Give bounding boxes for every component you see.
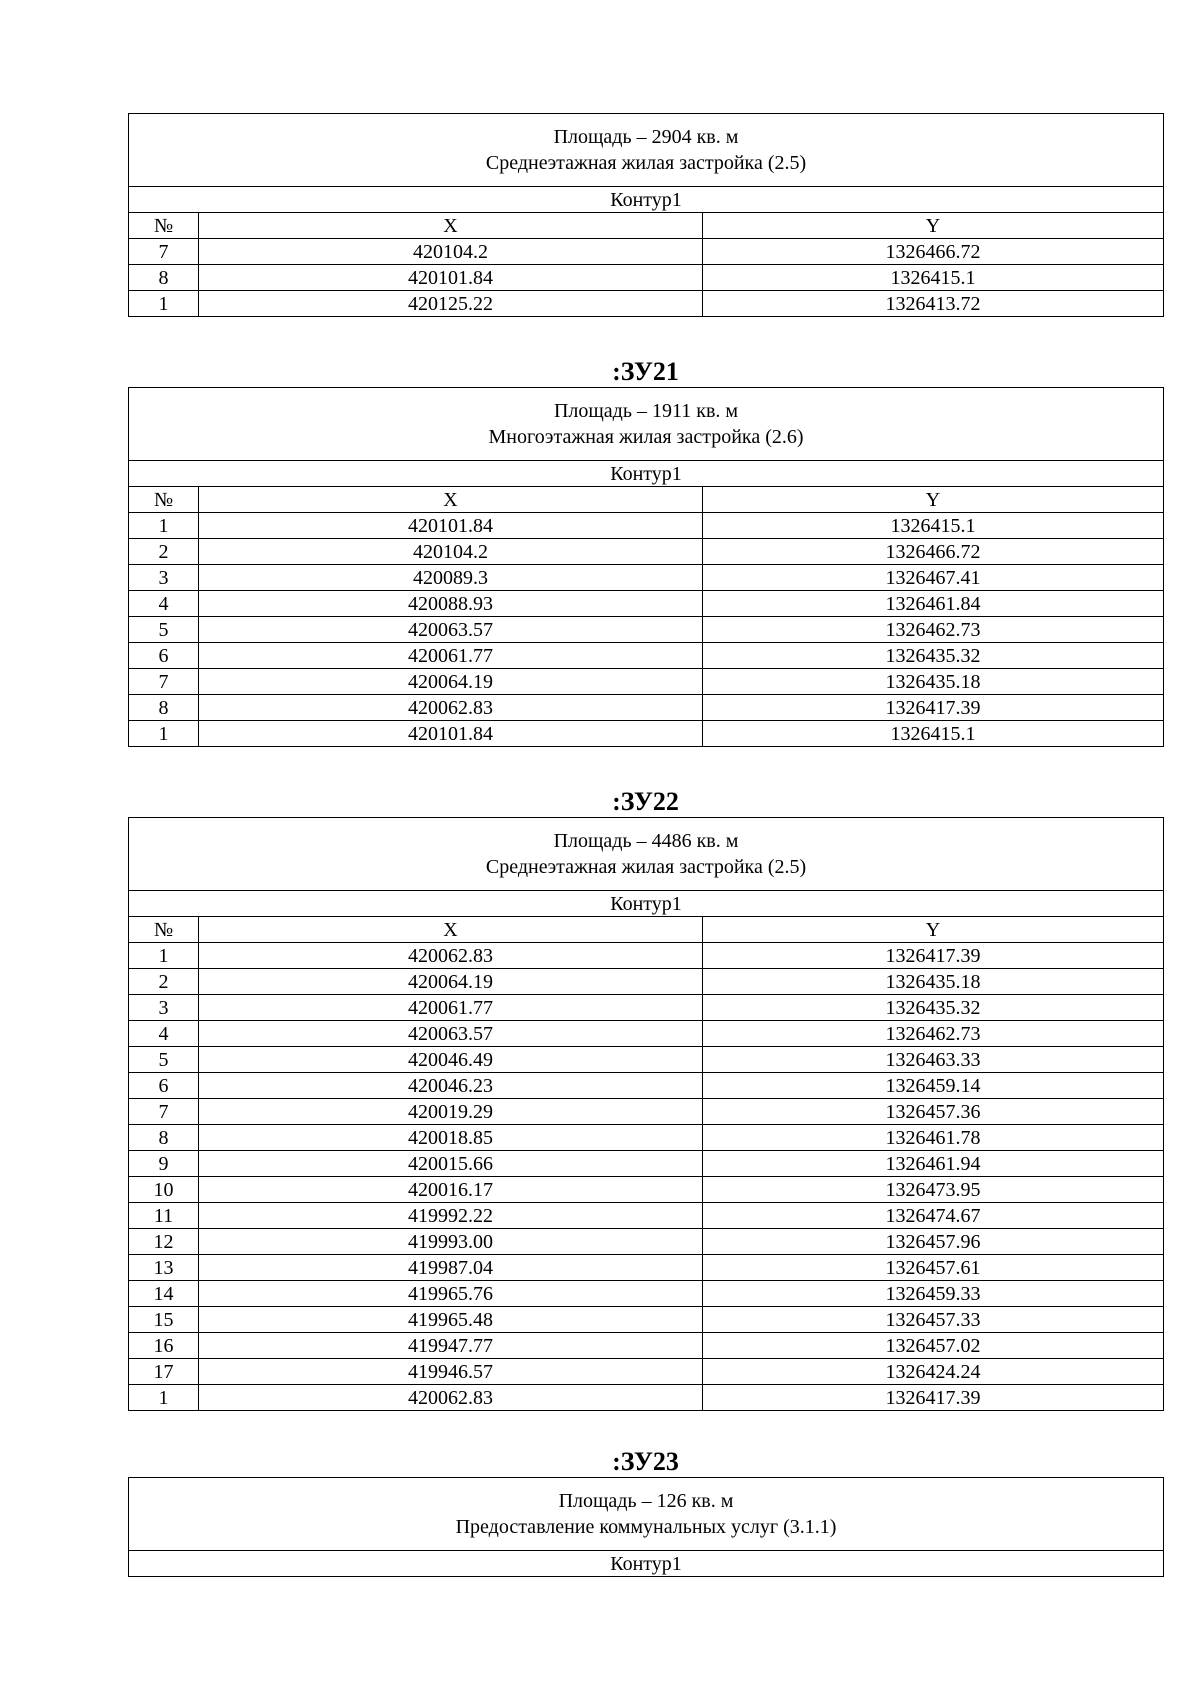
cell-x: 420016.17 — [199, 1177, 703, 1203]
table-row — [129, 1281, 1164, 1307]
cell-x: 420088.93 — [199, 591, 703, 617]
cell-y: 1326417.39 — [703, 1385, 1164, 1411]
table-row — [129, 617, 1164, 643]
cell-y: 1326435.18 — [703, 669, 1164, 695]
table-row — [129, 1073, 1164, 1099]
area-label: Площадь – 1911 кв. м — [553, 400, 739, 422]
table-row — [129, 1203, 1164, 1229]
cell-y: 1326466.72 — [703, 539, 1164, 565]
table-row — [129, 1385, 1164, 1411]
cell-x: 419987.04 — [199, 1255, 703, 1281]
cell-x: 420089.3 — [199, 565, 703, 591]
section-title: :ЗУ21 — [612, 357, 679, 386]
cell-x: 420061.77 — [199, 995, 703, 1021]
cell-x: 419946.57 — [199, 1359, 703, 1385]
cell-x: 420125.22 — [199, 291, 703, 317]
table-body — [129, 943, 1164, 1411]
col-header-num: № — [129, 917, 199, 943]
section-title: :ЗУ23 — [612, 1447, 679, 1476]
cell-num: 7 — [129, 239, 199, 265]
cell-x: 420019.29 — [199, 1099, 703, 1125]
cell-y: 1326435.32 — [703, 643, 1164, 669]
coordinates-table — [128, 817, 1164, 1411]
cell-num: 2 — [129, 539, 199, 565]
land-use-label: Среднеэтажная жилая застройка (2.5) — [485, 152, 807, 174]
cell-num: 1 — [129, 291, 199, 317]
cell-num: 12 — [129, 1229, 199, 1255]
cell-y: 1326461.84 — [703, 591, 1164, 617]
cell-x: 419947.77 — [199, 1333, 703, 1359]
cell-x: 419965.48 — [199, 1307, 703, 1333]
cell-y: 1326415.1 — [703, 721, 1164, 747]
land-use-label: Предоставление коммунальных услуг (3.1.1) — [455, 1516, 837, 1538]
table-row — [129, 265, 1164, 291]
cell-num: 14 — [129, 1281, 199, 1307]
cell-y: 1326457.36 — [703, 1099, 1164, 1125]
cell-x: 420101.84 — [199, 265, 703, 291]
table-row — [129, 591, 1164, 617]
cell-y: 1326459.14 — [703, 1073, 1164, 1099]
table-row — [129, 1177, 1164, 1203]
cell-x: 420063.57 — [199, 617, 703, 643]
table-row — [129, 513, 1164, 539]
table-row — [129, 943, 1164, 969]
column-headers — [129, 487, 1164, 513]
cell-num: 9 — [129, 1151, 199, 1177]
cell-x: 420104.2 — [199, 239, 703, 265]
table-row — [129, 239, 1164, 265]
cell-num: 8 — [129, 265, 199, 291]
cell-y: 1326457.61 — [703, 1255, 1164, 1281]
table-row — [129, 721, 1164, 747]
table-header — [129, 1478, 1164, 1551]
cell-y: 1326462.73 — [703, 617, 1164, 643]
cell-x: 420046.23 — [199, 1073, 703, 1099]
cell-num: 1 — [129, 1385, 199, 1411]
cell-num: 10 — [129, 1177, 199, 1203]
cell-y: 1326461.94 — [703, 1151, 1164, 1177]
cell-num: 8 — [129, 1125, 199, 1151]
cell-x: 420018.85 — [199, 1125, 703, 1151]
col-header-num: № — [129, 213, 199, 239]
cell-num: 4 — [129, 1021, 199, 1047]
table-row — [129, 1099, 1164, 1125]
cell-num: 15 — [129, 1307, 199, 1333]
table-row — [129, 669, 1164, 695]
cell-num: 17 — [129, 1359, 199, 1385]
cell-x: 420101.84 — [199, 513, 703, 539]
cell-y: 1326417.39 — [703, 943, 1164, 969]
coordinates-table — [128, 1477, 1164, 1577]
cell-num: 5 — [129, 617, 199, 643]
cell-num: 3 — [129, 995, 199, 1021]
cell-y: 1326415.1 — [703, 265, 1164, 291]
cell-x: 420015.66 — [199, 1151, 703, 1177]
col-header-y: Y — [703, 213, 1164, 239]
table-body — [129, 513, 1164, 747]
cell-num: 6 — [129, 1073, 199, 1099]
cell-y: 1326474.67 — [703, 1203, 1164, 1229]
cell-y: 1326466.72 — [703, 239, 1164, 265]
cell-y: 1326457.02 — [703, 1333, 1164, 1359]
cell-y: 1326457.96 — [703, 1229, 1164, 1255]
cell-x: 420061.77 — [199, 643, 703, 669]
cell-num: 2 — [129, 969, 199, 995]
cell-num: 1 — [129, 943, 199, 969]
land-use-label: Среднеэтажная жилая застройка (2.5) — [485, 856, 807, 878]
cell-y: 1326417.39 — [703, 695, 1164, 721]
cell-num: 1 — [129, 721, 199, 747]
cell-y: 1326459.33 — [703, 1281, 1164, 1307]
cell-x: 420101.84 — [199, 721, 703, 747]
cell-num: 7 — [129, 669, 199, 695]
document-page — [128, 113, 1163, 1577]
table-row — [129, 1333, 1164, 1359]
contour-label: Контур1 — [129, 461, 1164, 487]
cell-y: 1326463.33 — [703, 1047, 1164, 1073]
cell-num: 13 — [129, 1255, 199, 1281]
cell-num: 6 — [129, 643, 199, 669]
cell-y: 1326435.32 — [703, 995, 1164, 1021]
cell-y: 1326457.33 — [703, 1307, 1164, 1333]
coordinates-table — [128, 113, 1164, 317]
section-title: :ЗУ22 — [612, 787, 679, 816]
table-row — [129, 995, 1164, 1021]
table-header — [129, 114, 1164, 187]
table-body — [129, 239, 1164, 317]
cell-x: 419993.00 — [199, 1229, 703, 1255]
cell-y: 1326462.73 — [703, 1021, 1164, 1047]
table-row — [129, 1307, 1164, 1333]
table-header — [129, 818, 1164, 891]
cell-x: 420062.83 — [199, 695, 703, 721]
col-header-x: X — [199, 213, 703, 239]
area-label: Площадь – 2904 кв. м — [553, 126, 739, 148]
cell-num: 8 — [129, 695, 199, 721]
cell-y: 1326435.18 — [703, 969, 1164, 995]
col-header-y: Y — [703, 487, 1164, 513]
cell-num: 5 — [129, 1047, 199, 1073]
table-row — [129, 1229, 1164, 1255]
table-row — [129, 1047, 1164, 1073]
land-use-label: Многоэтажная жилая застройка (2.6) — [488, 426, 804, 448]
cell-x: 420104.2 — [199, 539, 703, 565]
table-row — [129, 565, 1164, 591]
cell-x: 420064.19 — [199, 669, 703, 695]
column-headers — [129, 917, 1164, 943]
cell-num: 7 — [129, 1099, 199, 1125]
col-header-x: X — [199, 917, 703, 943]
table-row — [129, 539, 1164, 565]
table-row — [129, 969, 1164, 995]
column-headers — [129, 213, 1164, 239]
contour-label: Контур1 — [129, 891, 1164, 917]
cell-x: 420064.19 — [199, 969, 703, 995]
table-header — [129, 388, 1164, 461]
cell-y: 1326413.72 — [703, 291, 1164, 317]
cell-y: 1326415.1 — [703, 513, 1164, 539]
cell-x: 420062.83 — [199, 1385, 703, 1411]
cell-num: 16 — [129, 1333, 199, 1359]
cell-num: 11 — [129, 1203, 199, 1229]
cell-y: 1326473.95 — [703, 1177, 1164, 1203]
area-label: Площадь – 126 кв. м — [558, 1490, 734, 1512]
table-row — [129, 1359, 1164, 1385]
cell-x: 419965.76 — [199, 1281, 703, 1307]
table-row — [129, 695, 1164, 721]
area-label: Площадь – 4486 кв. м — [553, 830, 739, 852]
cell-x: 420063.57 — [199, 1021, 703, 1047]
cell-num: 4 — [129, 591, 199, 617]
table-row — [129, 1021, 1164, 1047]
cell-x: 419992.22 — [199, 1203, 703, 1229]
cell-num: 1 — [129, 513, 199, 539]
col-header-num: № — [129, 487, 199, 513]
coordinates-table — [128, 387, 1164, 747]
table-row — [129, 1151, 1164, 1177]
table-row — [129, 291, 1164, 317]
cell-x: 420062.83 — [199, 943, 703, 969]
contour-label: Контур1 — [129, 1551, 1164, 1577]
cell-y: 1326461.78 — [703, 1125, 1164, 1151]
cell-y: 1326424.24 — [703, 1359, 1164, 1385]
contour-label: Контур1 — [129, 187, 1164, 213]
cell-x: 420046.49 — [199, 1047, 703, 1073]
cell-num: 3 — [129, 565, 199, 591]
col-header-x: X — [199, 487, 703, 513]
table-row — [129, 1255, 1164, 1281]
cell-y: 1326467.41 — [703, 565, 1164, 591]
table-row — [129, 643, 1164, 669]
table-row — [129, 1125, 1164, 1151]
col-header-y: Y — [703, 917, 1164, 943]
